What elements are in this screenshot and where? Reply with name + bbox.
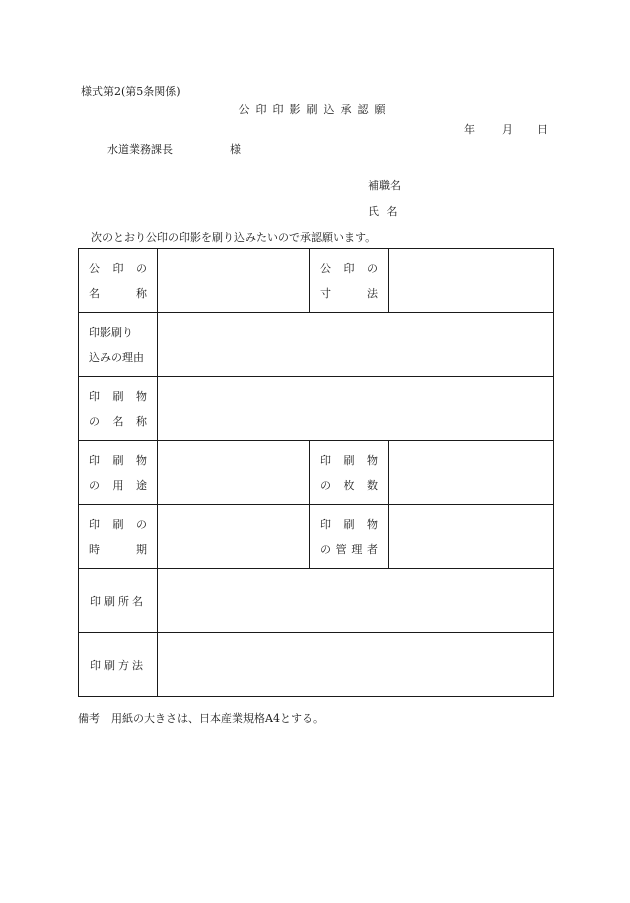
- applicant-name-label: 氏 名: [368, 205, 400, 218]
- document-title: 公印印影刷込承認願: [238, 103, 392, 116]
- printed-item-name-field[interactable]: [158, 377, 554, 441]
- table-row: [79, 633, 554, 697]
- table-row: [79, 313, 554, 377]
- table-row: [79, 505, 554, 569]
- print-time-label-cell: [79, 505, 158, 569]
- seal-size-label-cell: [310, 249, 389, 313]
- seal-size-field[interactable]: [389, 249, 554, 313]
- print-method-label: 印刷方法: [90, 658, 146, 672]
- form-number: 様式第2(第5条関係): [81, 85, 181, 98]
- seal-name-field[interactable]: [158, 249, 310, 313]
- quantity-field[interactable]: [389, 441, 554, 505]
- print-time-label-line1: 印 刷 の: [89, 518, 147, 531]
- date-day-label: 日: [537, 123, 548, 136]
- print-time-field[interactable]: [158, 505, 310, 569]
- purpose-label-cell: [79, 441, 158, 505]
- quantity-label-line1: 印 刷 物: [320, 454, 378, 467]
- application-table: [78, 248, 554, 697]
- reason-label-cell: [79, 313, 158, 377]
- reason-label-line2: 込みの理由: [89, 351, 144, 364]
- purpose-field[interactable]: [158, 441, 310, 505]
- table-row: [79, 377, 554, 441]
- seal-name-label-line2: 名 称: [89, 287, 147, 300]
- printed-item-name-label-cell: [79, 377, 158, 441]
- table-row: [79, 441, 554, 505]
- purpose-label-line1: 印 刷 物: [89, 454, 147, 467]
- quantity-label-cell: [310, 441, 389, 505]
- print-place-label: 印刷所名: [90, 594, 146, 608]
- reason-field[interactable]: [158, 313, 554, 377]
- print-place-field[interactable]: [158, 569, 554, 633]
- print-method-label-cell: [79, 633, 158, 697]
- quantity-label-line2: の 枚 数: [320, 479, 378, 492]
- print-method-field[interactable]: [158, 633, 554, 697]
- addressee: 水道業務課長: [107, 143, 173, 156]
- print-time-label-line2: 時 期: [89, 543, 147, 556]
- manager-label-cell: [310, 505, 389, 569]
- purpose-label-line2: の 用 途: [89, 479, 147, 492]
- seal-name-label-line1: 公 印 の: [89, 262, 147, 275]
- manager-label-line2: の 管 理 者: [320, 543, 378, 556]
- seal-name-label-cell: [79, 249, 158, 313]
- seal-size-label-line2: 寸 法: [320, 287, 378, 300]
- manager-label-line1: 印 刷 物: [320, 518, 378, 531]
- table-row: [79, 569, 554, 633]
- print-place-label-cell: [79, 569, 158, 633]
- date-year-label: 年: [464, 123, 475, 136]
- date-month-label: 月: [502, 123, 513, 136]
- seal-size-label-line1: 公 印 の: [320, 262, 378, 275]
- honorific: 様: [230, 143, 241, 156]
- printed-item-name-label-line2: の 名 称: [89, 415, 147, 428]
- reason-label-line1: 印影刷り: [89, 326, 133, 339]
- intro-text: 次のとおり公印の印影を刷り込みたいので承認願います。: [91, 231, 377, 244]
- remark: 備考 用紙の大きさは、日本産業規格A4とする。: [78, 712, 324, 725]
- printed-item-name-label-line1: 印 刷 物: [89, 390, 147, 403]
- table-row: [79, 249, 554, 313]
- manager-field[interactable]: [389, 505, 554, 569]
- applicant-affiliation-label: 補職名: [368, 179, 401, 192]
